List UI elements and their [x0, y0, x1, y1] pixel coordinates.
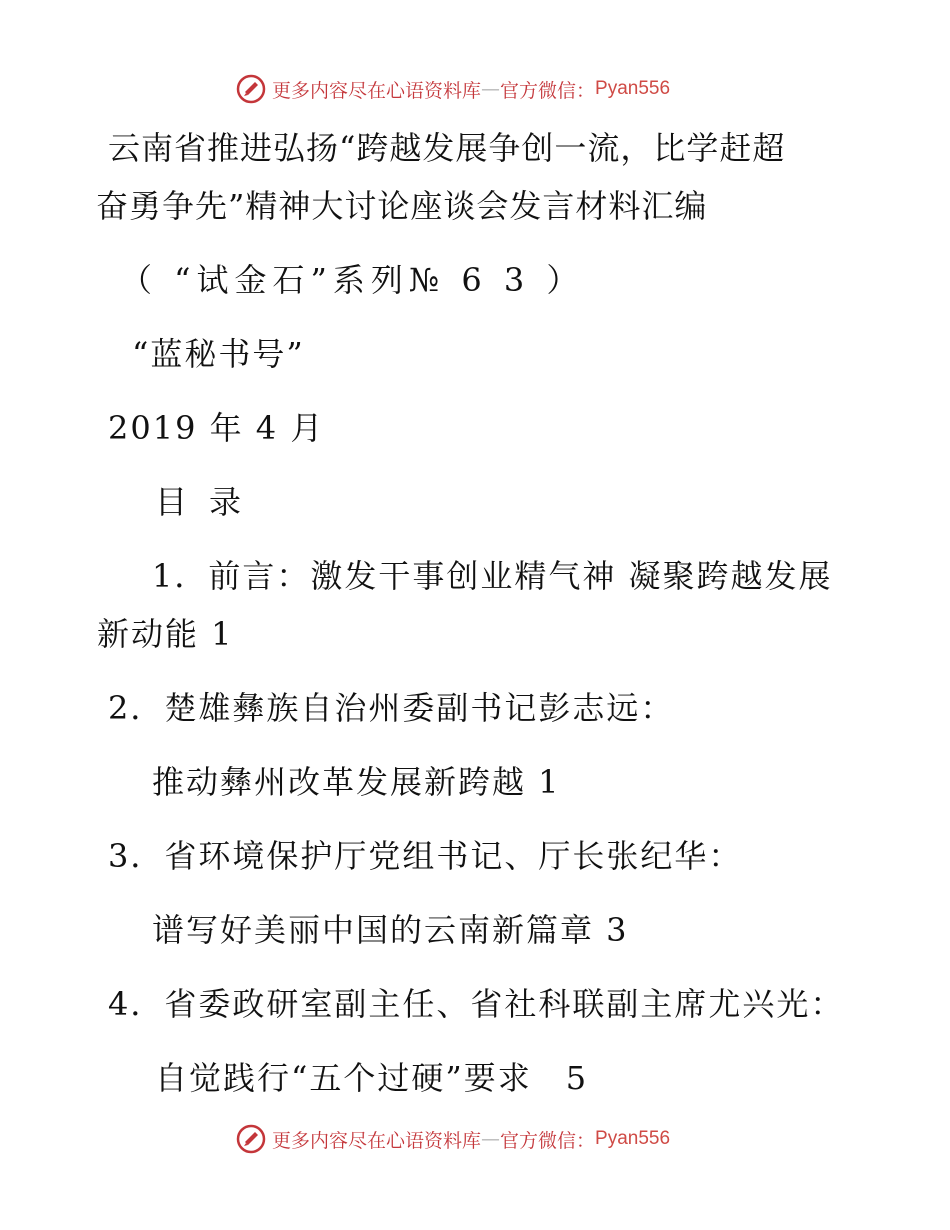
toc-item-4-line-1: 4．省委政研室副主任、省社科联副主席尤兴光： [108, 985, 845, 1023]
toc-item-1-line-2: 新动能 1 [97, 615, 234, 653]
watermark-text: 更多内容尽在心语资料库 [272, 1129, 482, 1152]
toc-item-3-line-2: 谱写好美丽中国的云南新篇章 3 [152, 911, 629, 949]
watermark-text: 更多内容尽在心语资料库 [272, 79, 482, 102]
document-title-line-1: 云南省推进弘扬“跨越发展争创一流，比学赶超 [108, 129, 786, 167]
toc-item-1-line-1: 1．前言：激发干事创业精气神 凝聚跨越发展 [152, 557, 833, 595]
heart-pen-logo-icon [236, 1124, 266, 1154]
watermark-wechat-id: Pyan556 [595, 1128, 671, 1149]
watermark-official-label: 官方微信： [500, 1129, 596, 1152]
watermark-footer [236, 1124, 670, 1154]
toc-item-2-line-1: 2．楚雄彝族自治州委副书记彭志远： [108, 689, 675, 727]
document-date: 2019 年 4 月 [108, 409, 325, 447]
toc-item-3-line-1: 3．省环境保护厅党组书记、厅长张纪华： [108, 837, 743, 875]
toc-item-4-line-2: 自觉践行“五个过硬”要求 5 [155, 1059, 589, 1097]
watermark-dash: — [481, 1128, 501, 1150]
watermark-official-label: 官方微信： [500, 79, 596, 102]
watermark-wechat-id: Pyan556 [595, 78, 671, 99]
toc-item-2-line-2: 推动彝州改革发展新跨越 1 [152, 763, 561, 801]
series-label: （ “试金石”系列№ 6 3 ） [120, 261, 585, 299]
toc-heading: 目录 [155, 483, 264, 521]
document-title-line-2: 奋勇争先”精神大讨论座谈会发言材料汇编 [96, 187, 708, 225]
watermark-header [236, 74, 670, 104]
publication-number: “蓝秘书号” [132, 335, 305, 373]
heart-pen-logo-icon [236, 74, 266, 104]
watermark-dash: — [481, 78, 501, 100]
